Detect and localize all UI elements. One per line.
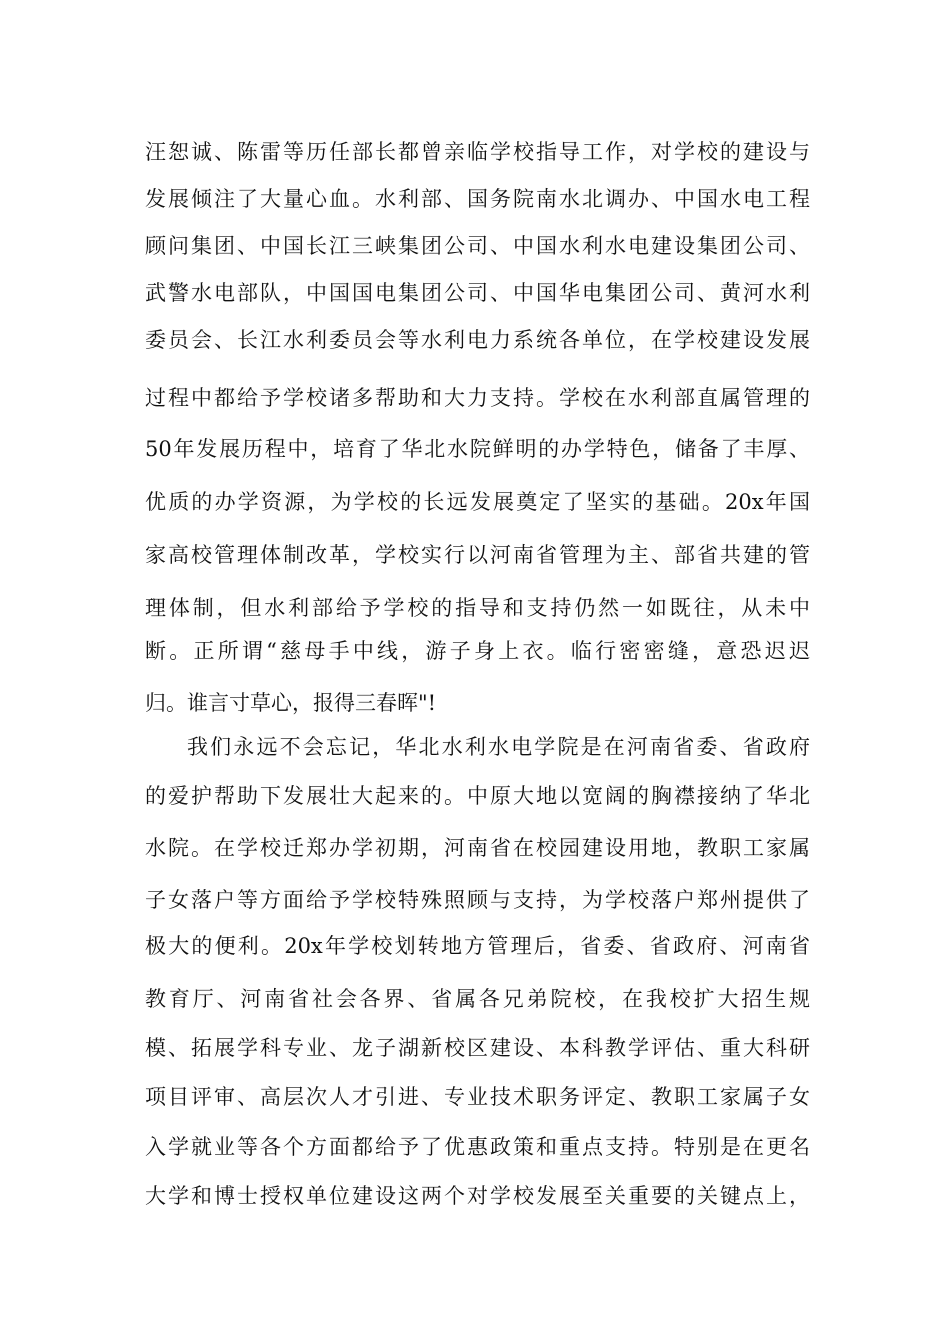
body-text-line: 极大的便利。20x年学校划转地方管理后，省委、省政府、河南省 [145, 934, 810, 958]
body-text-line: 过程中都给予学校诸多帮助和大力支持。学校在水利部直属管理的 [145, 386, 810, 410]
body-text-line: 武警水电部队，中国国电集团公司、中国华电集团公司、黄河水利 [145, 281, 810, 305]
body-text-line: 断。正所谓“慈母手中线，游子身上衣。临行密密缝，意恐迟迟 [145, 639, 810, 663]
body-text-line: 理体制，但水利部给予学校的指导和支持仍然一如既往，从未中 [145, 596, 810, 620]
body-text-line: 水院。在学校迁郑办学初期，河南省在校园建设用地，教职工家属 [145, 836, 810, 860]
body-text-line: 子女落户等方面给予学校特殊照顾与支持，为学校落户郑州提供了 [145, 888, 810, 912]
body-text-line: 教育厅、河南省社会各界、省属各兄弟院校，在我校扩大招生规 [145, 987, 810, 1011]
body-text-line: 发展倾注了大量心血。水利部、国务院南水北调办、中国水电工程 [145, 187, 810, 211]
body-text-line: 委员会、长江水利委员会等水利电力系统各单位，在学校建设发展 [145, 328, 810, 352]
body-text-line: 的爱护帮助下发展壮大起来的。中原大地以宽阔的胸襟接纳了华北 [145, 784, 810, 808]
body-text-line: 大学和博士授权单位建设这两个对学校发展至关重要的关键点上， [145, 1184, 810, 1208]
body-text-line: 50年发展历程中，培育了华北水院鲜明的办学特色，储备了丰厚、 [145, 437, 810, 461]
body-text-line: 家高校管理体制改革，学校实行以河南省管理为主、部省共建的管 [145, 543, 810, 567]
body-text-line: 顾问集团、中国长江三峡集团公司、中国水利水电建设集团公司、 [145, 234, 810, 258]
body-text-line: 归。谁言寸草心，报得三春晖"! [145, 691, 437, 715]
body-text-line: 项目评审、高层次人才引进、专业技术职务评定、教职工家属子女 [145, 1085, 810, 1109]
paragraph-first-line: 我们永远不会忘记，华北水利水电学院是在河南省委、省政府 [187, 735, 810, 759]
body-text-line: 模、拓展学科专业、龙子湖新校区建设、本科教学评估、重大科研 [145, 1036, 810, 1060]
body-text-line: 汪恕诚、陈雷等历任部长都曾亲临学校指导工作，对学校的建设与 [145, 140, 810, 164]
body-text-line: 优质的办学资源，为学校的长远发展奠定了坚实的基础。20x年国 [145, 490, 810, 514]
body-text-line: 入学就业等各个方面都给予了优惠政策和重点支持。特别是在更名 [145, 1135, 810, 1159]
